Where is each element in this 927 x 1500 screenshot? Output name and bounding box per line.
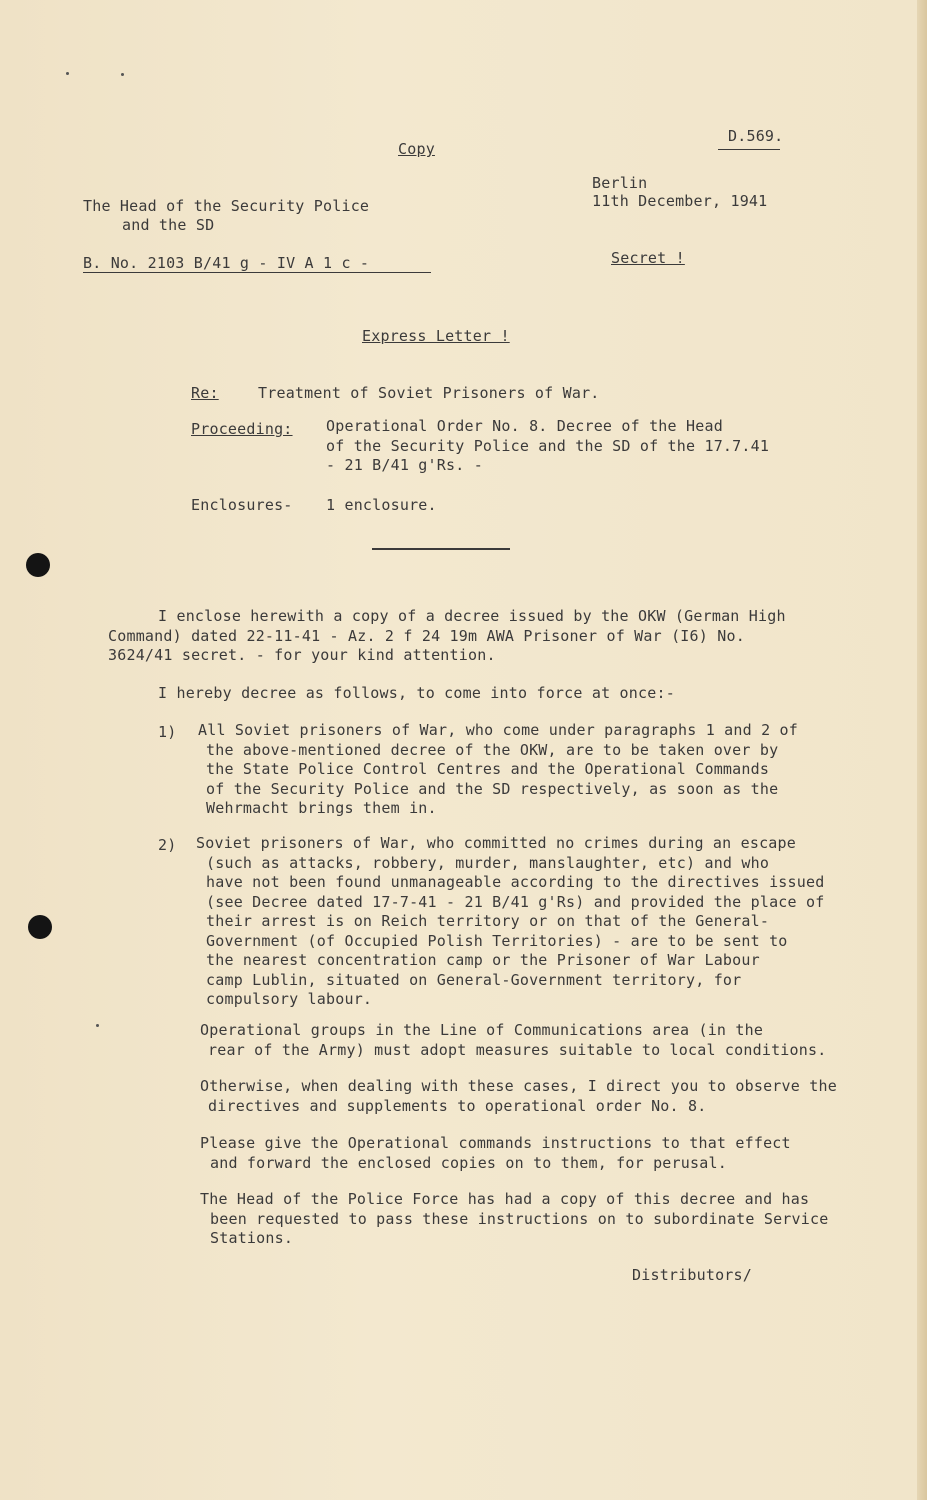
paragraph-head-of-police	[200, 1190, 828, 1249]
item-1-number: 1)	[158, 723, 177, 741]
paragraph-line: been requested to pass these instructions on to subordinate Service	[210, 1209, 829, 1228]
proceeding-line: Operational Order No. 8. Decree of the Head	[326, 417, 723, 435]
intro-line: 3624/41 secret. - for your kind attention.	[108, 646, 496, 664]
paragraph-line: Operational groups in the Line of Communications area (in the	[200, 1021, 764, 1039]
intro-line: I enclose herewith a copy of a decree issued by the OKW (German High	[158, 607, 786, 625]
intro-line: Command) dated 22-11-41 - Az. 2 f 24 19m AWA Prisoner of War (I6) No.	[108, 626, 745, 645]
item-1-line: Wehrmacht brings them in.	[206, 799, 437, 817]
re-label: Re:	[191, 384, 219, 402]
item-2-line: camp Lublin, situated on General-Government territory, for	[206, 970, 742, 989]
item-1-line: of the Security Police and the SD respectively, as soon as the	[206, 779, 779, 798]
punch-hole-top	[26, 553, 50, 577]
paper-speck	[66, 72, 69, 75]
decree-line: I hereby decree as follows, to come into force at once:-	[158, 684, 675, 702]
letter-type: Express Letter !	[362, 327, 510, 345]
paragraph-line: Please give the Operational commands instructions to that effect	[200, 1134, 791, 1152]
sender-line-2: and the SD	[122, 216, 215, 234]
paragraph-line: Otherwise, when dealing with these cases, I direct you to observe the	[200, 1077, 837, 1095]
item-2-text	[196, 834, 824, 1010]
item-2-line: the nearest concentration camp or the Prisoner of War Labour	[206, 951, 760, 969]
item-1-text	[198, 721, 798, 819]
date: 11th December, 1941	[592, 192, 768, 210]
paragraph-line: directives and supplements to operational order No. 8.	[208, 1096, 707, 1115]
enclosures-label: Enclosures-	[191, 496, 293, 514]
paragraph-operational-groups	[200, 1021, 826, 1060]
place: Berlin	[592, 174, 648, 192]
intro-paragraph	[108, 607, 786, 666]
item-2-line: have not been found unmanageable according to the directives issued	[206, 873, 825, 891]
enclosures-text: 1 enclosure.	[326, 496, 437, 514]
paragraph-line: and forward the enclosed copies on to them, for perusal.	[210, 1153, 727, 1172]
reference-underline	[718, 149, 780, 150]
item-2-number: 2)	[158, 836, 177, 854]
item-2-line: their arrest is on Reich territory or on that of the General-	[206, 912, 770, 930]
proceeding-text	[326, 417, 769, 476]
document-reference: D.569.	[728, 127, 784, 145]
copy-label: Copy	[398, 140, 435, 158]
item-2-line: Soviet prisoners of War, who committed no crimes during an escape	[196, 834, 796, 852]
item-1-line: the above-mentioned decree of the OKW, are to be taken over by	[206, 740, 779, 759]
proceeding-line: - 21 B/41 g'Rs. -	[326, 456, 483, 474]
paragraph-line: rear of the Army) must adopt measures suitable to local conditions.	[208, 1040, 827, 1059]
re-text: Treatment of Soviet Prisoners of War.	[258, 384, 600, 402]
item-2-line: Government (of Occupied Polish Territories) - are to be sent to	[206, 931, 788, 950]
item-1-line: the State Police Control Centres and the Operational Commands	[206, 760, 770, 778]
reference-number: B. No. 2103 B/41 g - IV A 1 c -	[83, 254, 370, 272]
proceeding-label: Proceeding:	[191, 420, 293, 438]
proceeding-line: of the Security Police and the SD of the 17.7.41	[326, 436, 770, 455]
paper-speck	[96, 1024, 99, 1027]
item-2-line: (see Decree dated 17-7-41 - 21 B/41 g'Rs) and provided the place of	[206, 892, 825, 911]
paper-speck	[121, 73, 124, 76]
paragraph-line: The Head of the Police Force has had a copy of this decree and has	[200, 1190, 810, 1208]
distributors: Distributors/	[632, 1266, 752, 1284]
reference-number-underline	[83, 272, 431, 273]
paragraph-line: Stations.	[210, 1229, 294, 1247]
section-divider	[372, 548, 510, 550]
classification: Secret !	[611, 249, 685, 267]
punch-hole-bottom	[28, 915, 52, 939]
item-1-line: All Soviet prisoners of War, who come under paragraphs 1 and 2 of	[198, 721, 798, 739]
paper-edge	[917, 0, 927, 1500]
paragraph-otherwise	[200, 1077, 837, 1116]
item-2-line: (such as attacks, robbery, murder, manslaughter, etc) and who	[206, 853, 770, 872]
sender-line-1: The Head of the Security Police	[83, 197, 370, 215]
item-2-line: compulsory labour.	[206, 990, 373, 1008]
paragraph-please	[200, 1134, 791, 1173]
